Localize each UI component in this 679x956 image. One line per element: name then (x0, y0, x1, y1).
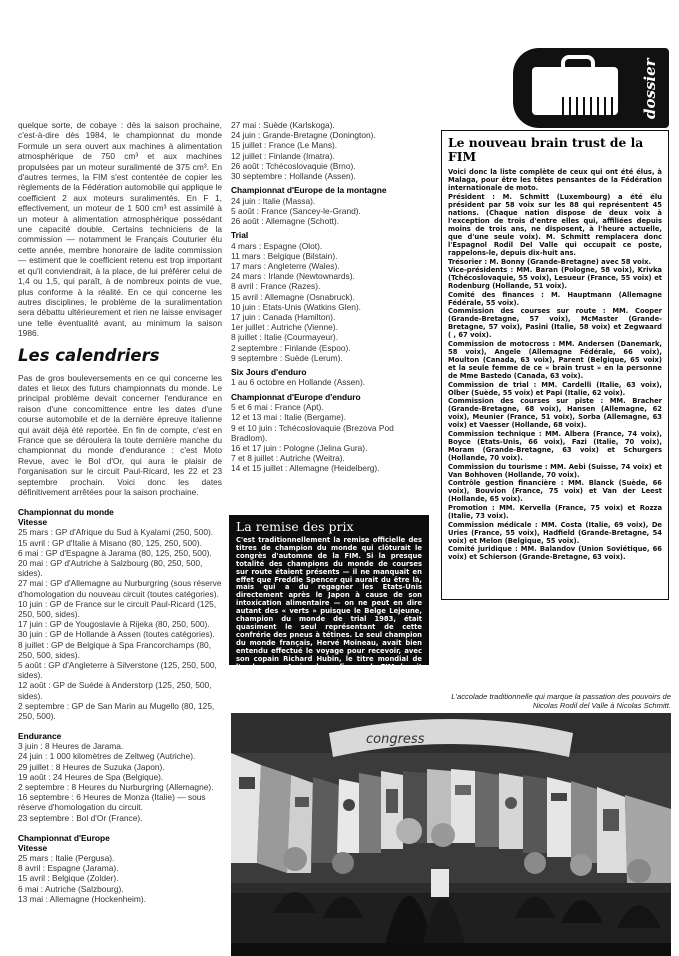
list-item: 5 et 6 mai : France (Apt). (231, 402, 324, 413)
cm-title: Championnat du monde (18, 507, 114, 518)
montagne-title: Championnat d'Europe de la montagne (231, 185, 387, 196)
cm-vitesse-list (18, 527, 222, 721)
list-item: 8 juillet : GP de Belgique à Spa Francorchamps (80, 250, 500, sides). (18, 639, 212, 660)
list-item: 8 juillet : Italie (Courmayeur). (231, 332, 339, 343)
six-jours-list (231, 377, 429, 387)
brain-trust-title: Le nouveau brain trust de la FIM (448, 135, 644, 164)
list-item: 8 avril : Espagne (Jarama). (18, 863, 119, 874)
brain-trust-paragraph: Commission de motocross : MM. Andersen (Danemark, 58 voix), Angele (Allemagne Fédérale, 66 voix), Moulton (Canada, 63 voix), Parent (Belgique, 65 voix) et la seule femme de ce « brain trust » en la personne de Mme Bastedo (Canada, 63 voix). (448, 339, 662, 381)
brain-trust-paragraph: Président : M. Schmitt (Luxembourg) a été élu président par 58 voix sur les 88 qui représentent 45 nations. (Chaque nation dispose de deux voix à l'exception de trois d'entre elles qui, affiliées depuis moins de trois ans, ne disposent, à l'heure actuelle, que d'une seule voix). M. Schmitt remplacera donc l'Espagnol Rodil Del Valle qui occupait ce poste, rappelons-le, depuis dix-huit ans. (448, 192, 662, 257)
list-item: 6 mai : GP d'Espagne à Jarama (80, 125, 250, 500). (18, 547, 212, 558)
list-item: 24 juin : Grande-Bretagne (Donington). (231, 130, 376, 141)
montagne-list (231, 196, 429, 227)
brain-trust-paragraph: Voici donc la liste complète de ceux qui ont été élus, à Malaga, pour être les têtes pensantes de la Fédération internationale de moto. (448, 168, 662, 193)
ce-enduro-list (231, 402, 429, 473)
list-item: 30 juin : GP de Hollande à Assen (toutes catégories). (18, 629, 215, 640)
trial-list (231, 241, 429, 363)
list-item: 5 août : France (Sancey-le-Grand). (231, 205, 361, 216)
list-item: 17 juin : GP de Yougoslavie à Rijeka (80, 250, 500). (18, 619, 210, 630)
list-item: 25 mars : GP d'Afrique du Sud à Kyalami (250, 500). (18, 527, 214, 538)
list-item: 7 et 8 juillet : Autriche (Weitra). (231, 453, 345, 464)
list-item: 2 septembre : 8 Heures du Nurburgring (Allemagne). (18, 782, 214, 793)
list-item: 30 septembre : Hollande (Assen). (231, 171, 356, 182)
intro-paragraph: quelque sorte, de cobaye : dès la saison prochaine, c'est-à-dire dès 1984, le championnat du monde Formule un sera ouvert aux machines à alimentation atmosphérique de 750 cm³ et aux machines propulsées par un moteur suralimenté de 375 cm³. En d'autres termes, la FIM s'est contentée de copier les règlements de la Fédération automobile qui applique le coefficient 2 aux moteurs suralimentés. En F 1, effectivement, un moteur de 1 500 cm³ est assimilé à un moteur à alimentation atmosphérique possédant une capacité double. Certains techniciens de la commission — notamment le Français Couturier élu cette année, membre honoraire de ladite commission — estiment que le coefficient retenu est trop important et qu'il conviendrait, à la place, de lui préférer celui de 1,4 ou 1,5, qui paraît, à de nombreux points de vue, plus conforme à la réalité. En ce qui concerne les autres disciplines, le problème de la suralimentation sera débattu ultérieurement et rien ne laisse envisager une telle éventualité avant, au minimum la saison 1986. (18, 120, 222, 339)
ce-title: Championnat d'Europe (18, 832, 110, 843)
list-item: 8 avril : France (Razes). (231, 281, 321, 292)
dossier-logo (513, 48, 669, 128)
list-item: 12 juillet : Finlande (Imatra). (231, 150, 335, 161)
list-item: 15 avril : GP d'Italie à Misano (80, 125, 250, 500). (18, 537, 202, 548)
list-item: 24 mars : Irlande (Newtownards). (231, 271, 355, 282)
brain-trust-paragraph: Commission des courses sur route : MM. Cooper (Grande-Bretagne, 57 voix), McMaster (Grande-Bretagne, 57 voix), Pasini (Italie, 58 voix) et Zegwaard ( , 67 voix). (448, 307, 662, 340)
list-item: 17 mars : Angleterre (Wales). (231, 261, 340, 272)
endurance-title: Endurance (18, 731, 62, 742)
list-item: 3 juin : 8 Heures de Jarama. (18, 741, 124, 752)
list-item: 9 septembre : Suède (Lerum). (231, 352, 343, 363)
list-item: 11 mars : Belgique (Bilstain). (231, 250, 338, 261)
list-item: 26 août : Tchécoslovaquie (Brno). (231, 160, 356, 171)
congress-photo (231, 713, 671, 956)
list-item: 2 septembre : GP de San Marin au Mugello (80, 125, 250, 500). (18, 700, 215, 722)
list-item: 16 et 17 juin : Pologne (Jelina Gura). (231, 442, 368, 453)
six-jours-title: Six Jours d'enduro (231, 367, 307, 378)
brain-trust-paragraph: Contrôle gestion financière : MM. Blanck (Suède, 66 voix), Bouvion (France, 75 voix) et Van der Leest (Hollande, 65 voix). (448, 479, 662, 504)
list-item: 1 au 6 octobre en Hollande (Assen). (231, 377, 366, 388)
column-left (18, 120, 222, 904)
cm-vitesse-title: Vitesse (18, 517, 48, 528)
endurance-list (18, 741, 222, 823)
trial-title: Trial (231, 230, 249, 241)
list-item: 24 juin : Italie (Massa). (231, 195, 316, 206)
list-item: 17 juin : Canada (Hamilton). (231, 312, 336, 323)
folder-clip (561, 55, 595, 73)
brain-trust-paragraph: Commission de trial : MM. Cardelli (Italie, 63 voix), Olber (Suède, 55 voix) et Papi (Italie, 62 voix). (448, 380, 662, 397)
brain-trust-paragraph: Trésorier : M. Bonny (Grande-Bretagne) avec 58 voix. (448, 257, 652, 266)
list-item: 5 août : GP d'Angleterre à Silverstone (125, 250, 500, sides). (18, 660, 217, 681)
list-item: 27 mai : Suède (Karlskoga). (231, 120, 335, 130)
banner-text: congress (366, 732, 425, 747)
ce-vitesse-list (18, 853, 222, 904)
list-item: 25 mars : Italie (Pergusa). (18, 852, 115, 863)
list-item: 12 et 13 mai : Italie (Bergame). (231, 412, 346, 423)
ce-vitesse-list-cont (231, 120, 429, 181)
calendriers-paragraph: Pas de gros bouleversements en ce qui concerne les dates et lieux des futurs championnats du monde. Le principal problème devait concerner l'endurance en raison d'une concomittence entre les dates d'une course automobile et de la dernière épreuve italienne qui avait déjà été reportée. En fin de compte, c'est en France que se déroulera la toute dernière manche du championnat du monde d'endurance : c'est Moto Revue, avec le Bol d'Or, qui aura le plaisir de l'organisation sur le circuit Paul-Ricard, les 22 et 23 septembre prochain. Voici donc les dates définitivement arrêtées pour la saison prochaine. (18, 372, 222, 497)
remise-text: C'est traditionnellement la remise officielle des titres de champion du monde qui clôturait le congrès d'automne de la FIM. Si la presque totalité des champions du monde de courses sur route étaient présents — il ne manquait en effet que Freddie Spencer qui aurait du être là, mais qui a du regagner les Etats-Unis directement après le Japon à cause de son intoxication alimentaire — on ne peut en dire autant des « verts » puisque le Belge Lejeune, champion du monde de trial 1983, était quasiment le seul représentant de cette confrérie des pneus à tétines. Le seul champion du monde français, Hervé Moineau, avait bien entendu effectué le voyage pour recevoir, avec son copain Richard Hubin, le titre mondial de l'endurance. A signaler enfin que la FIM devait décerner une médaille aussi amicale que honorifique à son membre le moins jeune. Il s'agit de notre compatriote Pierre Fragnaud, âgé de quatre-vingt-six ans et qui paraît ma foi, aussi offensif et en forme que pas mal de (236, 536, 422, 711)
folder-ribs (562, 97, 626, 125)
list-item: 2 septembre : Finlande (Espoo). (231, 342, 351, 353)
list-item: 16 septembre : 6 Heures de Monza (Italie) — sous réserve d'homologation du circuit. (18, 792, 206, 813)
brain-trust-paragraph: Comité des finances : M. Hauptmann (Allemagne Fédérale, 55 voix). (448, 290, 662, 307)
brain-trust-paragraph: Promotion : MM. Kervella (France, 75 voix) et Rozza (Italie, 73 voix). (448, 503, 662, 520)
list-item: 15 avril : Allemagne (Osnabruck). (231, 291, 355, 302)
brain-trust-paragraph: Commission du tourisme : MM. Aebi (Suisse, 74 voix) et Van Bohhoven (Hollande, 70 voix). (448, 462, 662, 479)
remise-box (229, 515, 429, 711)
list-item: 24 juin : 1 000 kilomètres de Zeltweg (Autriche). (18, 751, 196, 762)
list-item: 15 avril : Belgique (Zolder). (18, 873, 119, 884)
photo-caption: L'accolade traditionnelle qui marque la passation des pouvoirs de Nicolas Rodil del Valle à Nicolas Schmitt. (451, 692, 671, 711)
brain-trust-paragraph: Comité juridique : MM. Balandov (Union Soviétique, 66 voix) et Schierson (Grande-Bretagne, 63 voix). (448, 545, 662, 562)
brain-trust-paragraph: Vice-présidents : MM. Baran (Pologne, 58 voix), Krivka (Tchécoslovaquie, 55 voix), Lesueur (France, 55 voix) et Rodenburg (Hollande, 51 voix). (448, 266, 662, 291)
list-item: 13 mai : Allemagne (Hockenheim). (18, 893, 147, 904)
list-item: 20 mai : GP d'Autriche à Salzbourg (80, 250, 500, sides). (18, 558, 203, 579)
list-item: 29 juillet : 8 Heures de Suzuka (Japon). (18, 761, 165, 772)
remise-title: La remise des prix (236, 519, 354, 534)
list-item: 15 juillet : France (Le Mans). (231, 140, 338, 151)
congress-photo-illustration (231, 713, 671, 956)
list-item: 10 juin : GP de France sur le circuit Paul-Ricard (125, 250, 500, sides). (18, 598, 217, 620)
calendriers-heading: Les calendriers (18, 345, 160, 365)
list-item: 1er juillet : Autriche (Vienne). (231, 322, 338, 333)
list-item: 10 juin : Etats-Unis (Watkins Glen). (231, 301, 362, 312)
list-item: 6 mai : Autriche (Salzbourg). (18, 883, 124, 894)
list-item: 12 août : GP de Suède à Anderstorp (125, 250, 500, sides). (18, 680, 212, 701)
list-item: 9 et 10 juin : Tchécoslovaquie (Brezova Pod Bradlom). (231, 422, 394, 443)
list-item: 14 et 15 juillet : Allemagne (Heidelberg). (231, 463, 380, 474)
ce-enduro-title: Championnat d'Europe d'enduro (231, 391, 361, 402)
list-item: 23 septembre : Bol d'Or (France). (18, 812, 143, 823)
list-item: 4 mars : Espagne (Olot). (231, 240, 323, 251)
list-item: 27 mai : GP d'Allemagne au Nurburgring (sous réserve d'homologation du nouveau circuit (toutes catégories). (18, 578, 222, 599)
brain-trust-body (448, 168, 662, 561)
list-item: 26 août : Allemagne (Schott). (231, 216, 340, 227)
brain-trust-box (441, 130, 669, 600)
list-item: 19 août : 24 Heures de Spa (Belgique). (18, 771, 164, 782)
brain-trust-paragraph: Commission des courses sur piste : MM. Bracher (Grande-Bretagne, 68 voix), Hansen (Allemagne, 62 voix), Meunier (France, 51 voix), Sorba (Allemagne, 63 voix) et Vaesser (Hollande, 68 voix). (448, 397, 662, 430)
brain-trust-paragraph: Commission technique : MM. Albera (France, 74 voix), Boyce (Etats-Unis, 66 voix), Fazi (Italie, 70 voix), Moram (Grande-Bretagne, 63 voix) et Schurgers (Hollande, 70 voix). (448, 430, 662, 463)
brain-trust-paragraph: Commission médicale : MM. Costa (Italie, 69 voix), De Uries (France, 55 voix), Hadfield (Grande-Bretagne, 54 voix) et Melon (Belgique, 55 voix). (448, 520, 662, 545)
dossier-word: dossier (641, 58, 659, 120)
column-middle (231, 120, 429, 474)
ce-vitesse-title: Vitesse (18, 842, 48, 853)
